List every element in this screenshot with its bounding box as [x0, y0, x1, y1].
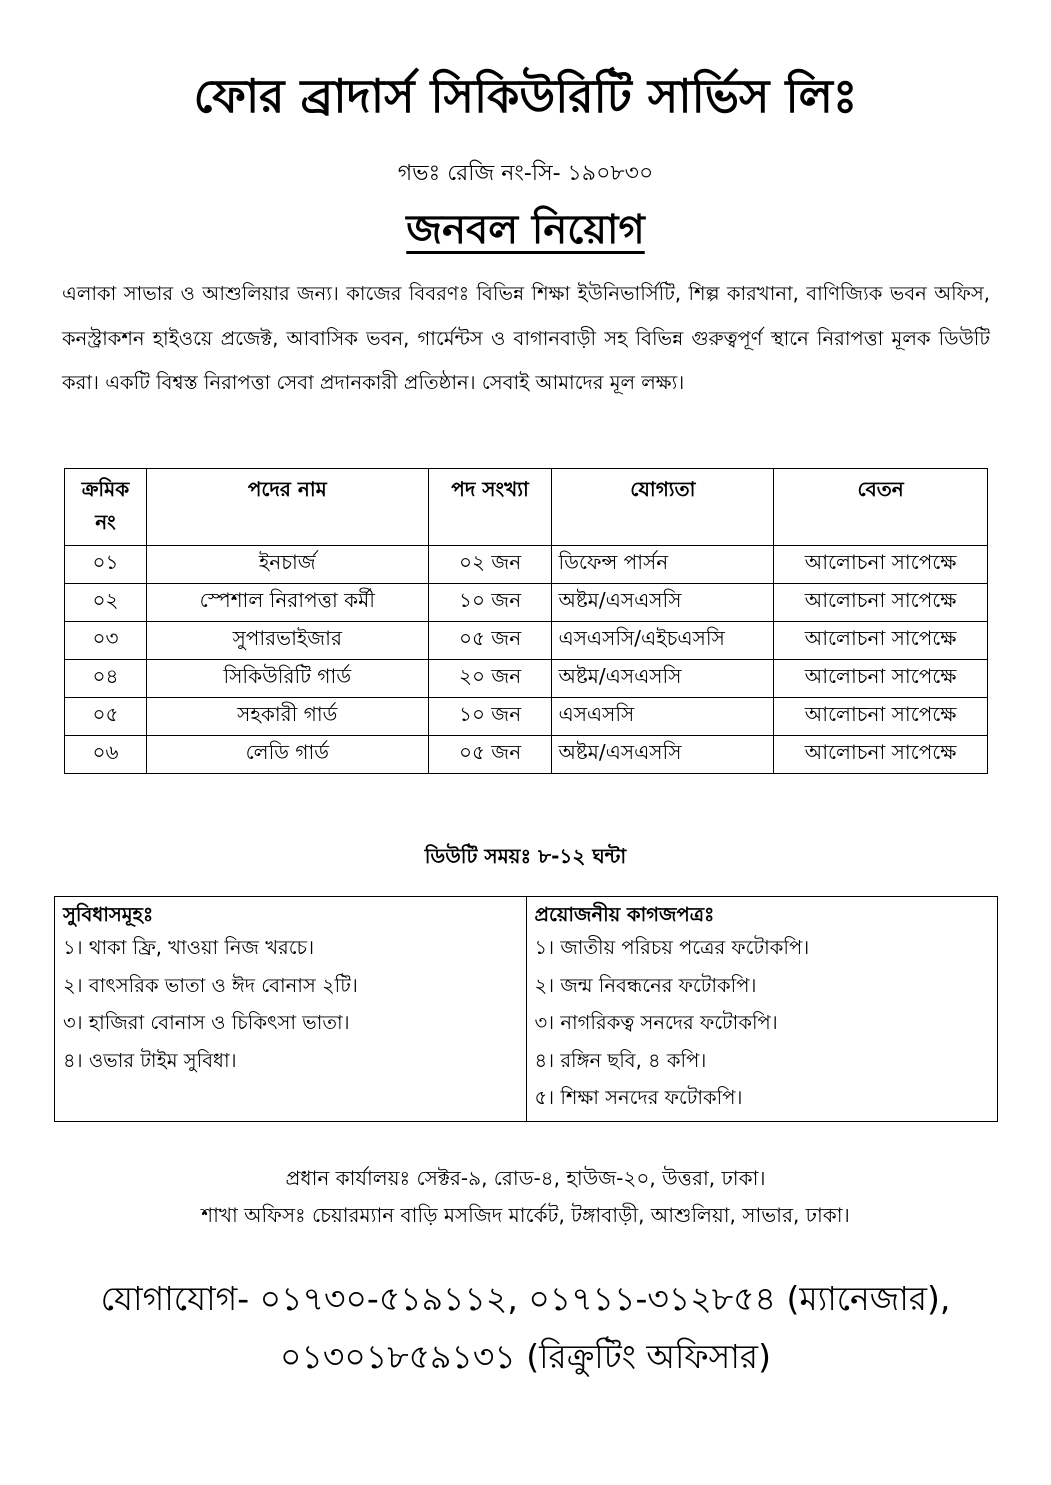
cell-salary: আলোচনা সাপেক্ষে	[774, 546, 988, 584]
contact-line-1: যোগাযোগ- ০১৭৩০-৫১৯১১২, ০১৭১১-৩১২৮৫৪ (ম্যানেজার),	[100, 1279, 951, 1318]
header-serial: ক্রমিক নং	[65, 469, 147, 546]
cell-salary: আলোচনা সাপেক্ষে	[774, 584, 988, 622]
cell-serial: ০১	[65, 546, 147, 584]
recruitment-heading-text: জনবল নিয়োগ	[406, 207, 645, 253]
documents-box	[526, 897, 998, 1122]
cell-qualification: অষ্টম/এসএসসি	[552, 660, 774, 698]
head-office: প্রধান কার্যালয়ঃ সেক্টর-৯, রোড-৪, হাউজ-২০, উত্তরা, ঢাকা।	[285, 1166, 766, 1190]
cell-serial: ০৩	[65, 622, 147, 660]
office-addresses	[0, 1160, 1051, 1234]
list-item: ৫। শিক্ষা সনদের ফটোকপি।	[534, 1086, 743, 1109]
list-item: ১। জাতীয় পরিচয় পত্রের ফটোকপি।	[534, 936, 810, 959]
table-row	[65, 584, 988, 622]
cell-qualification: এসএসসি/এইচএসসি	[552, 622, 774, 660]
cell-position: ইনচার্জ	[146, 546, 428, 584]
duty-time: ডিউটি সময়ঃ ৮-১২ ঘন্টা	[424, 844, 627, 868]
intro-paragraph: এলাকা সাভার ও আশুলিয়ার জন্য। কাজের বিবরণঃ বিভিন্ন শিক্ষা ইউনিভার্সিটি, শিল্প কারখানা, বাণিজ্যিক ভবন অফিস, কনস্ট্রাকশন হাইওয়ে প্রজেক্ট, আবাসিক ভবন, গার্মেন্টস ও বাগানবাড়ী সহ বিভিন্ন গুরুত্বপূর্ণ স্থানে নিরাপত্তা মূলক ডিউটি করা। একটি বিশ্বস্ত নিরাপত্তা সেবা প্রদানকারী প্রতিষ্ঠান। সেবাই আমাদের মূল লক্ষ্য।	[62, 282, 990, 394]
cell-serial: ০৪	[65, 660, 147, 698]
cell-salary: আলোচনা সাপেক্ষে	[774, 736, 988, 774]
cell-vacancies: ১০ জন	[428, 584, 552, 622]
cell-vacancies: ২০ জন	[428, 660, 552, 698]
header-qualification: যোগ্যতা	[552, 469, 774, 546]
list-item: ২। জন্ম নিবন্ধনের ফটোকপি।	[534, 973, 757, 997]
cell-qualification: অষ্টম/এসএসসি	[552, 584, 774, 622]
registration-number: গভঃ রেজি নং-সি- ১৯০৮৩০	[397, 161, 654, 186]
contact-line-2: ০১৩০১৮৫৯১৩১ (রিক্রুটিং অফিসার)	[280, 1337, 771, 1376]
branch-office: শাখা অফিসঃ চেয়ারম্যান বাড়ি মসজিদ মার্কেট, টঙ্গাবাড়ী, আশুলিয়া, সাভার, ঢাকা।	[201, 1203, 850, 1227]
info-table	[54, 896, 998, 1122]
list-item: ১। থাকা ফ্রি, খাওয়া নিজ খরচে।	[63, 936, 315, 959]
jobs-table	[64, 468, 988, 774]
list-item: ৩। হাজিরা বোনাস ও চিকিৎসা ভাতা।	[63, 1011, 350, 1034]
header-vacancies: পদ সংখ্যা	[428, 469, 552, 546]
contact-info	[0, 1270, 1051, 1386]
cell-serial: ০৫	[65, 698, 147, 736]
company-name: ফোর ব্রাদার্স সিকিউরিটি সার্ভিস লিঃ	[193, 69, 858, 123]
cell-qualification: অষ্টম/এসএসসি	[552, 736, 774, 774]
table-row	[65, 622, 988, 660]
list-item: ৪। রঙ্গিন ছবি, ৪ কপি।	[534, 1048, 707, 1072]
cell-position: স্পেশাল নিরাপত্তা কর্মী	[146, 584, 428, 622]
benefits-box	[55, 897, 527, 1122]
list-item: ৪। ওভার টাইম সুবিধা।	[63, 1048, 237, 1072]
cell-salary: আলোচনা সাপেক্ষে	[774, 698, 988, 736]
table-row	[65, 736, 988, 774]
cell-position: সিকিউরিটি গার্ড	[146, 660, 428, 698]
list-item: ৩। নাগরিকত্ব সনদের ফটোকপি।	[534, 1011, 778, 1034]
cell-position: সুপারভাইজার	[146, 622, 428, 660]
cell-salary: আলোচনা সাপেক্ষে	[774, 622, 988, 660]
benefits-title: সুবিধাসমূহঃ	[63, 903, 154, 926]
list-item: ২। বাৎসরিক ভাতা ও ঈদ বোনাস ২টি।	[63, 973, 358, 997]
table-row	[65, 546, 988, 584]
documents-title: প্রয়োজনীয় কাগজপত্রঃ	[534, 903, 715, 926]
header-salary: বেতন	[774, 469, 988, 546]
cell-vacancies: ০৫ জন	[428, 736, 552, 774]
cell-serial: ০৬	[65, 736, 147, 774]
cell-vacancies: ০৫ জন	[428, 622, 552, 660]
cell-qualification: ডিফেন্স পার্সন	[552, 546, 774, 584]
cell-vacancies: ১০ জন	[428, 698, 552, 736]
cell-salary: আলোচনা সাপেক্ষে	[774, 660, 988, 698]
jobs-table-header-row	[65, 469, 988, 546]
cell-vacancies: ০২ জন	[428, 546, 552, 584]
header-position: পদের নাম	[146, 469, 428, 546]
table-row	[65, 660, 988, 698]
cell-position: লেডি গার্ড	[146, 736, 428, 774]
cell-serial: ০২	[65, 584, 147, 622]
recruitment-heading	[0, 198, 1051, 265]
table-row	[65, 698, 988, 736]
cell-qualification: এসএসসি	[552, 698, 774, 736]
cell-position: সহকারী গার্ড	[146, 698, 428, 736]
